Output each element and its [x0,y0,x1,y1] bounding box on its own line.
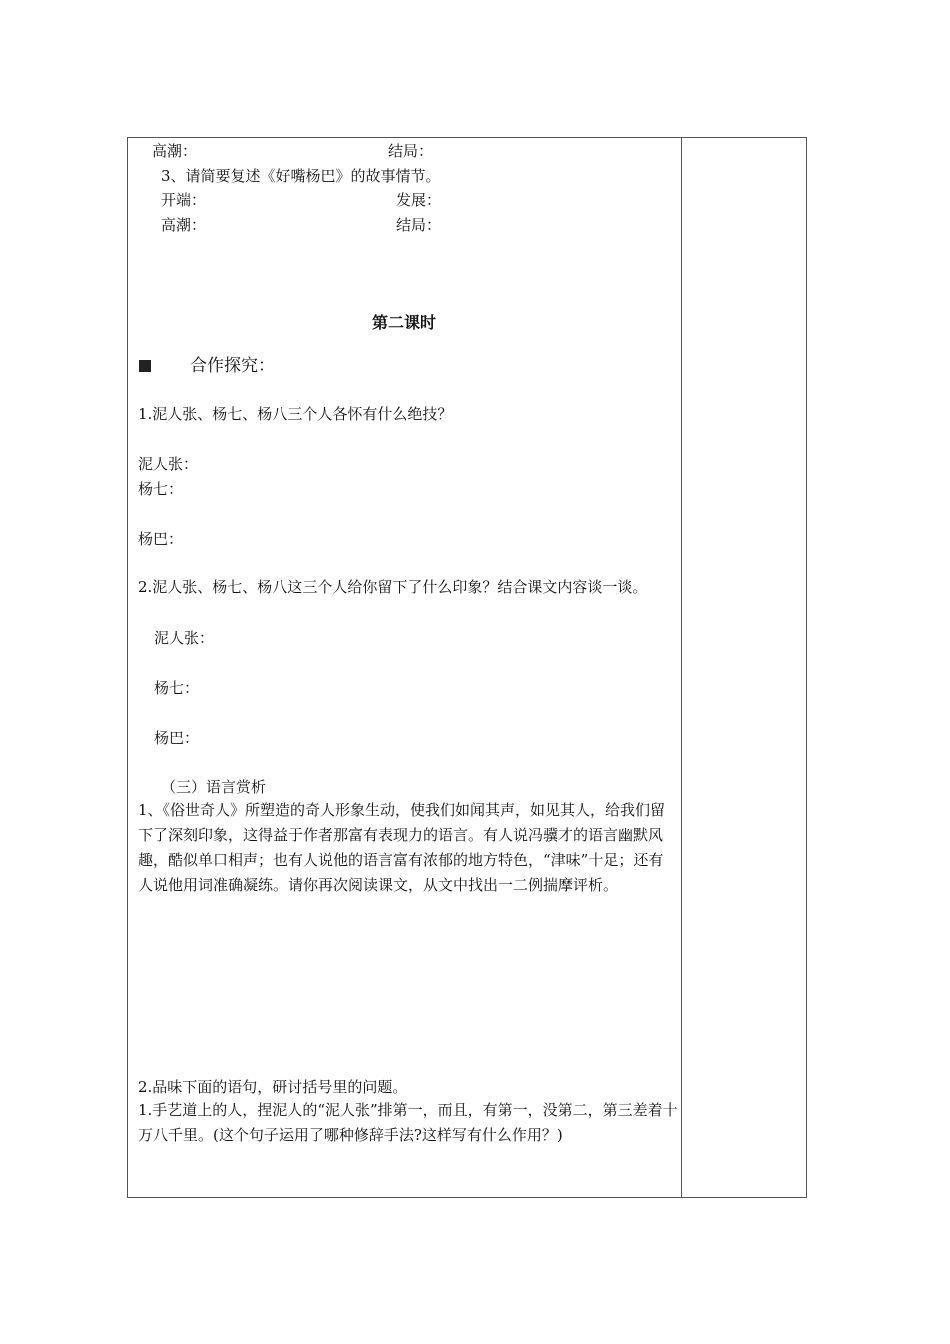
development-label: 发展： [396,191,442,209]
language-question-2-item: 1.手艺道上的人，捏泥人的“泥人张”排第一，而且，有第一，没第二，第三差着十万八千里。(这个句子运用了哪种修辞手法?这样写有什么作用？) [138,1101,678,1144]
question-1: 1.泥人张、杨七、杨八三个人各怀有什么绝技？ [138,405,453,423]
q1-answer-yangba: 杨巴： [138,530,184,548]
climax-label-2: 高潮： [161,216,207,234]
q1-answer-yangqi: 杨七： [138,480,184,498]
sub-heading: （三）语言赏析 [161,778,267,796]
climax-label-1: 高潮： [152,142,198,160]
question-2: 2.泥人张、杨七、杨八这三个人给你留下了什么印象？结合课文内容谈一谈。 [138,578,648,596]
q2-answer-nirenzhang: 泥人张： [154,629,215,647]
table-frame [127,137,807,1198]
q2-answer-yangqi: 杨七： [154,679,200,697]
language-question-1: 1、《俗世奇人》所塑造的奇人形象生动，使我们如闻其声，如见其人，给我们留下了深刻印象，这得益于作者那富有表现力的语言。有人说冯骥才的语言幽默风趣，酷似单口相声；也有人说他的语言富有浓郁的地方特色，“津味”十足；还有人说他用词准确凝练。请你再次阅读课文，从文中找出一二例揣摩评析。 [138,801,666,894]
square-bullet-icon [139,360,151,372]
beginning-label: 开端： [161,191,207,209]
lesson-title: 第二课时 [371,313,436,332]
section-heading: 合作探究： [190,356,275,376]
language-question-2: 2.品味下面的语句，研讨括号里的问题。 [138,1078,408,1096]
column-divider [681,137,682,1198]
q2-answer-yangba: 杨巴： [154,729,200,747]
question-3: 3、请简要复述《好嘴杨巴》的故事情节。 [161,167,441,185]
ending-label-2: 结局： [396,216,442,234]
q1-answer-nirenzhang: 泥人张： [138,455,199,473]
ending-label-1: 结局： [388,142,434,160]
